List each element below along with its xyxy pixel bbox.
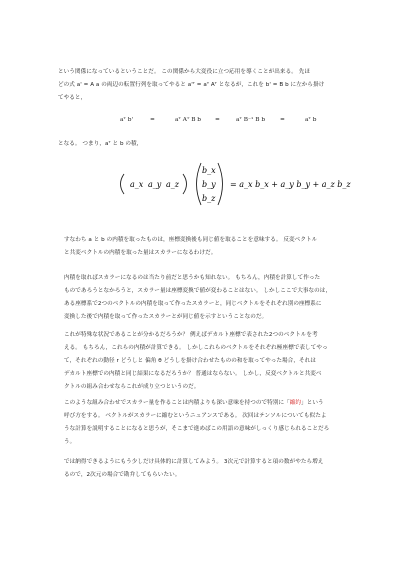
paragraph-5 — [58, 329, 360, 394]
right-paren-col — [218, 163, 223, 205]
text-line: う。 — [64, 439, 76, 445]
text-line: と共変ベクトルの内積を取った量はスカラーになるわけだ。 — [64, 250, 217, 256]
text-line: では納得できるようにもう少しだけ具体的に計算してみよう。 3次元で計算すると項の数がやたら増え — [64, 459, 324, 465]
paragraph-6 — [58, 397, 360, 449]
text-line: これが特殊な状況であることが分かるだろうか？ 例えばデカルト座標で表された2つのベクトルを考 — [64, 332, 318, 338]
left-paren-row — [121, 174, 125, 194]
paragraph-3 — [58, 234, 360, 260]
col-entry: b_y — [202, 180, 216, 189]
col-entry: b_x — [202, 166, 216, 175]
text-line: てやると， — [58, 95, 87, 101]
paragraph-4 — [58, 272, 360, 324]
text-line: える。 もちろん，これらの内積が計算できる。 しかしこれらのベクトルをそれぞれ極座標で表してやっ — [64, 345, 328, 351]
equation-term: aᵀ B⁻¹ B b — [236, 117, 266, 123]
row-entry: a_y — [148, 180, 162, 189]
equals-sign: = — [215, 117, 220, 123]
text-line: ある座標系で2つのベクトルの内積を取って作ったスカラーと，同じベクトルをそれぞれ別の座標系に — [64, 301, 322, 307]
equation-term: aᵀ b — [305, 117, 317, 123]
equals-sign: = — [150, 117, 155, 123]
row-entry: a_z — [166, 180, 179, 189]
text-line: 内積を取ればスカラーになるのは当たり前だと思うかも知れない。 もちろん，内積を計算して作った — [64, 275, 321, 281]
text-line: うな計算を説明することになると思うが，そこまで進めばこの用語の意味がしっくり感じられることだろ — [64, 426, 330, 432]
paragraph-7 — [58, 456, 360, 482]
equals-sign: = — [280, 117, 285, 123]
matrix-equation — [0, 162, 410, 222]
equation-term: aᵀ Aᵀ B b — [175, 117, 202, 123]
text-line: どの式 a' = A a の両辺の転置行列を取ってやると a'ᵀ = aᵀ Aᵀ となるが，これを b' = B b に左から掛け — [58, 82, 325, 88]
text-line: 変換した後で内積を取って作ったスカラーとが同じ値を示すということなのだ。 — [64, 314, 268, 320]
paragraph-1 — [58, 66, 360, 105]
left-paren-col — [197, 163, 202, 205]
text-line: という関係になっているということだ。 この関係から大変役に立つ応用を導くことが出来る。 先ほ — [58, 69, 310, 75]
highlighted-term: 縮約 — [289, 400, 302, 406]
text-run: このような組み合わせでスカラー量を作ることは内積よりも深い意味を持つので特別に「 — [64, 400, 290, 406]
text-line: 呼び方をする。 ベクトルがスカラーに縮むというニュアンスである。 次回はテンソルについても似たよ — [64, 413, 327, 419]
col-entry: b_z — [202, 194, 216, 203]
text-line: デカルト座標での内積と同じ結果になるだろうか？ 普通はならない。 しかし，反変ベクトルと共変ベ — [64, 371, 322, 377]
equation-term: aᵀ b' — [120, 117, 134, 123]
text-line: すなわち a と b の内積を取ったものは，座標変換後も同じ値を取ることを意味する。 反変ベクトル — [64, 237, 318, 243]
text-run: 」という — [301, 400, 324, 406]
text-line: ものであろうとなかろうと，スカラー量は座標変換で値が変わることはない。 しかしここで大事なのは， — [64, 288, 332, 294]
text-line: るので，2次元の場合で勘弁してもらいたい。 — [64, 472, 181, 478]
text-line: クトルの組み合わせならこれが成り立つというのだ。 — [64, 384, 200, 390]
text-line: て，それぞれの動径 r どうしと 偏角 θ どうしを掛け合わせたものの和を取ってやった場合，それは — [64, 358, 316, 364]
text-line — [58, 397, 360, 410]
equation-rhs: = a_x b_x + a_y b_y + a_z b_z — [230, 180, 351, 189]
paragraph-2: となる。 つまり，aᵀ と b の積， — [58, 141, 143, 147]
row-entry: a_x — [130, 180, 144, 189]
right-paren-row — [183, 174, 187, 194]
